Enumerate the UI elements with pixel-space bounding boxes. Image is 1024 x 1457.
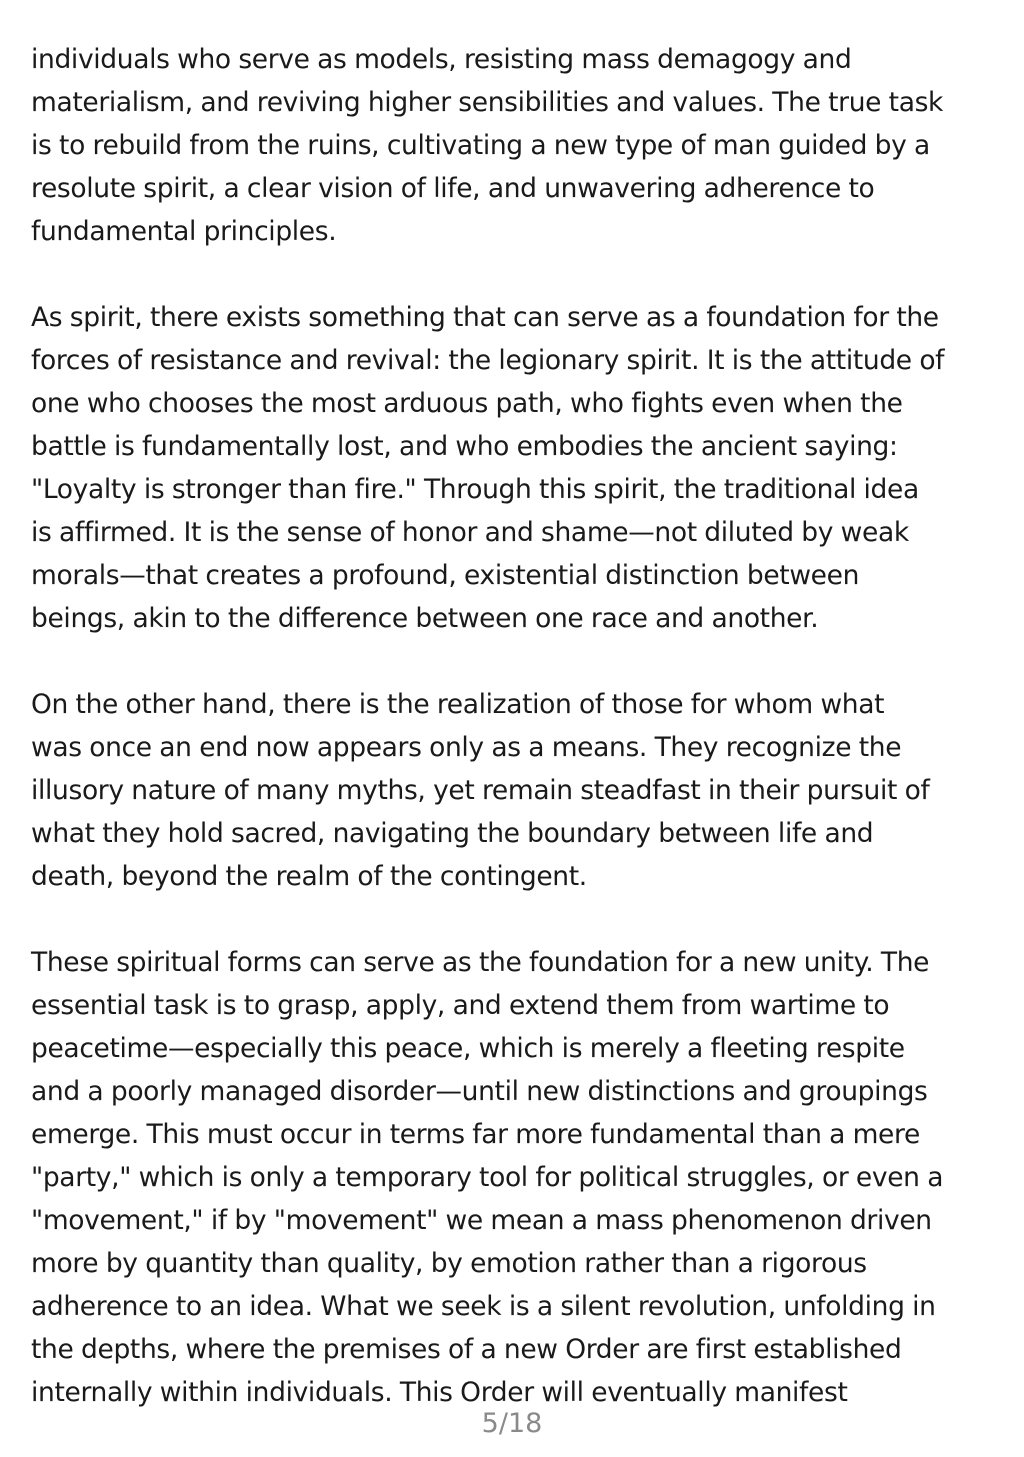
paragraph — [31, 38, 1001, 253]
text-line: forces of resistance and revival: the legionary spirit. It is the attitude of — [31, 345, 945, 376]
text-line: peacetime—especially this peace, which is merely a fleeting respite — [31, 1033, 905, 1064]
paragraph — [31, 683, 1001, 898]
text-line: As spirit, there exists something that can serve as a foundation for the — [31, 302, 939, 333]
text-line: "movement," if by "movement" we mean a mass phenomenon driven — [31, 1205, 932, 1236]
text-line: death, beyond the realm of the contingent. — [31, 861, 587, 892]
text-line: essential task is to grasp, apply, and extend them from wartime to — [31, 990, 890, 1021]
text-line: individuals who serve as models, resisting mass demagogy and — [31, 44, 852, 75]
text-line: more by quantity than quality, by emotion rather than a rigorous — [31, 1248, 867, 1279]
text-line: illusory nature of many myths, yet remain steadfast in their pursuit of — [31, 775, 930, 806]
text-line: resolute spirit, a clear vision of life, and unwavering adherence to — [31, 173, 875, 204]
text-line: On the other hand, there is the realization of those for whom what — [31, 689, 885, 720]
page-indicator: 5/18 — [481, 1408, 543, 1439]
text-line: what they hold sacred, navigating the boundary between life and — [31, 818, 874, 849]
text-line: was once an end now appears only as a means. They recognize the — [31, 732, 902, 763]
text-line: the depths, where the premises of a new Order are first established — [31, 1334, 902, 1365]
paragraph — [31, 941, 1001, 1414]
reader-page[interactable] — [31, 38, 1001, 1457]
text-line: one who chooses the most arduous path, who fights even when the — [31, 388, 903, 419]
text-line: "Loyalty is stronger than fire." Through this spirit, the traditional idea — [31, 474, 919, 505]
text-line: is to rebuild from the ruins, cultivating a new type of man guided by a — [31, 130, 930, 161]
text-line: fundamental principles. — [31, 216, 337, 247]
text-line: beings, akin to the difference between one race and another. — [31, 603, 819, 634]
text-line: is affirmed. It is the sense of honor and shame—not diluted by weak — [31, 517, 909, 548]
text-line: and a poorly managed disorder—until new distinctions and groupings — [31, 1076, 928, 1107]
text-line: morals—that creates a profound, existential distinction between — [31, 560, 860, 591]
text-line: materialism, and reviving higher sensibilities and values. The true task — [31, 87, 944, 118]
text-line: internally within individuals. This Order will eventually manifest — [31, 1377, 848, 1408]
text-line: emerge. This must occur in terms far more fundamental than a mere — [31, 1119, 920, 1150]
text-line: "party," which is only a temporary tool for political struggles, or even a — [31, 1162, 944, 1193]
text-line: battle is fundamentally lost, and who embodies the ancient saying: — [31, 431, 898, 462]
paragraph — [31, 296, 1001, 640]
text-line: adherence to an idea. What we seek is a silent revolution, unfolding in — [31, 1291, 936, 1322]
text-line: These spiritual forms can serve as the foundation for a new unity. The — [31, 947, 930, 978]
